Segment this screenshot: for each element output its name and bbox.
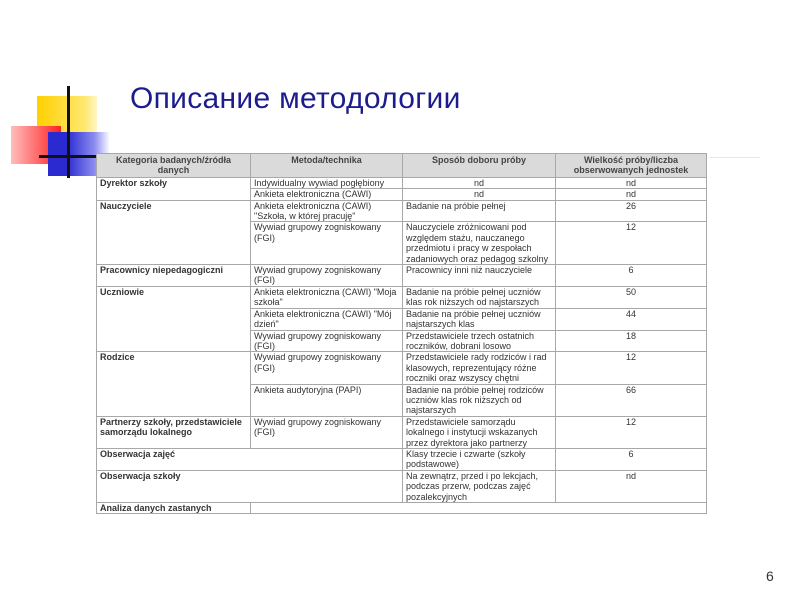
category-cell: Pracownicy niepedagogiczni: [97, 265, 251, 287]
table-row: [97, 470, 707, 502]
table-row: [97, 448, 707, 470]
empty-cell: [251, 503, 707, 514]
size-cell: nd: [556, 177, 707, 188]
size-cell: 26: [556, 200, 707, 222]
selection-cell: Nauczyciele zróżnicowani pod względem stażu, nauczanego przedmiotu i pracy w zespołach zadaniowych oraz pedagog szkolny: [403, 222, 556, 265]
selection-cell: Przedstawiciele rady rodziców i rad klasowych, reprezentujący różne roczniki oraz wszyscy chętni: [403, 352, 556, 384]
table-row: [97, 177, 707, 188]
method-cell: Ankieta audytoryjna (PAPI): [251, 384, 403, 416]
page-number: 6: [766, 568, 774, 584]
category-cell: Nauczyciele: [97, 200, 251, 264]
size-cell: nd: [556, 189, 707, 200]
method-cell: Ankieta elektroniczna (CAWI): [251, 189, 403, 200]
selection-cell: nd: [403, 189, 556, 200]
category-cell: Uczniowie: [97, 286, 251, 351]
table-row: [97, 503, 707, 514]
methodology-table: [96, 153, 707, 514]
method-cell: Wywiad grupowy zogniskowany (FGI): [251, 352, 403, 384]
category-cell: Rodzice: [97, 352, 251, 416]
table-row: [97, 200, 707, 222]
selection-cell: Badanie na próbie pełnej uczniów najstarszych klas: [403, 308, 556, 330]
category-cell: Partnerzy szkoły, przedstawiciele samorządu lokalnego: [97, 416, 251, 448]
table-row: [97, 286, 707, 308]
method-cell: Wywiad grupowy zogniskowany (FGI): [251, 222, 403, 265]
method-cell: Wywiad grupowy zogniskowany (FGI): [251, 416, 403, 448]
method-cell: Ankieta elektroniczna (CAWI) "Moja szkoła": [251, 286, 403, 308]
table-row: [97, 265, 707, 287]
method-cell: Indywidualny wywiad pogłębiony: [251, 177, 403, 188]
selection-cell: Na zewnątrz, przed i po lekcjach, podczas przerw, podczas zajęć pozalekcyjnych: [403, 470, 556, 502]
size-cell: 50: [556, 286, 707, 308]
size-cell: 12: [556, 416, 707, 448]
selection-cell: Badanie na próbie pełnej uczniów klas rok niższych od najstarszych: [403, 286, 556, 308]
size-cell: 6: [556, 448, 707, 470]
slide-title: Описание методологии: [130, 82, 461, 115]
selection-cell: Badanie na próbie pełnej: [403, 200, 556, 222]
method-cell: Wywiad grupowy zogniskowany (FGI): [251, 330, 403, 352]
size-cell: nd: [556, 470, 707, 502]
table-header-row: [97, 154, 707, 178]
method-cell: Wywiad grupowy zogniskowany (FGI): [251, 265, 403, 287]
size-cell: 44: [556, 308, 707, 330]
header-category: Kategoria badanych/źródła danych: [97, 154, 251, 178]
horizontal-line: [39, 155, 97, 158]
table-row: [97, 352, 707, 384]
selection-cell: Pracownicy inni niż nauczyciele: [403, 265, 556, 287]
vertical-line: [67, 86, 70, 178]
selection-cell: Przedstawiciele trzech ostatnich roczników, dobrani losowo: [403, 330, 556, 352]
header-size: Wielkość próby/liczba obserwowanych jednostek: [556, 154, 707, 178]
size-cell: 66: [556, 384, 707, 416]
selection-cell: Badanie na próbie pełnej rodziców uczniów klas rok niższych od najstarszych: [403, 384, 556, 416]
selection-cell: nd: [403, 177, 556, 188]
header-selection: Sposób doboru próby: [403, 154, 556, 178]
size-cell: 12: [556, 222, 707, 265]
selection-cell: Klasy trzecie i czwarte (szkoły podstawowe): [403, 448, 556, 470]
size-cell: 6: [556, 265, 707, 287]
size-cell: 18: [556, 330, 707, 352]
selection-cell: Przedstawiciele samorządu lokalnego i instytucji wskazanych przez dyrektora jako partnerzy: [403, 416, 556, 448]
method-cell: Ankieta elektroniczna (CAWI) "Mój dzień": [251, 308, 403, 330]
category-cell: Dyrektor szkoły: [97, 177, 251, 200]
category-cell: Analiza danych zastanych: [97, 503, 251, 514]
category-cell: Obserwacja zajęć: [97, 448, 403, 470]
method-cell: Ankieta elektroniczna (CAWI) "Szkoła, w której pracuję": [251, 200, 403, 222]
divider: [710, 157, 760, 158]
category-cell: Obserwacja szkoły: [97, 470, 403, 502]
header-method: Metoda/technika: [251, 154, 403, 178]
size-cell: 12: [556, 352, 707, 384]
table-row: [97, 416, 707, 448]
